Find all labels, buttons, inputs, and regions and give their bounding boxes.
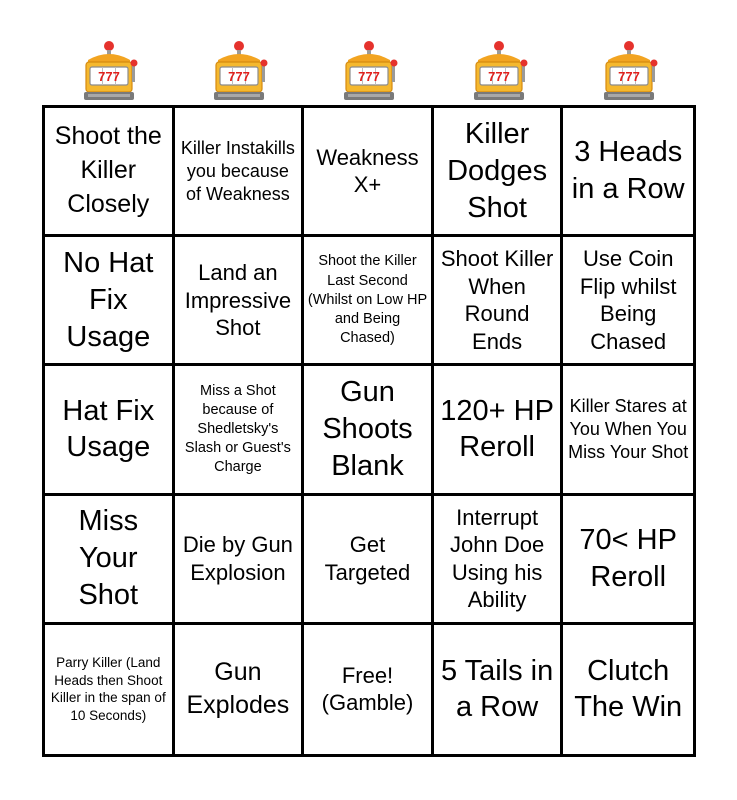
bingo-cell[interactable]: Shoot the Killer Last Second (Whilst on Low HP and Being Chased): [304, 237, 434, 366]
header-column-5: [564, 38, 694, 104]
slot-machine-icon: [210, 40, 268, 102]
board-header: [44, 38, 694, 104]
bingo-cell[interactable]: Gun Shoots Blank: [304, 366, 434, 495]
bingo-cell[interactable]: Parry Killer (Land Heads then Shoot Killer in the span of 10 Seconds): [45, 625, 175, 754]
header-column-1: [44, 38, 174, 104]
bingo-board: [42, 105, 696, 757]
bingo-cell[interactable]: 120+ HP Reroll: [434, 366, 564, 495]
bingo-cell[interactable]: Land an Impressive Shot: [175, 237, 305, 366]
header-column-2: [174, 38, 304, 104]
bingo-cell[interactable]: Use Coin Flip whilst Being Chased: [563, 237, 693, 366]
bingo-cell[interactable]: Shoot the Killer Closely: [45, 108, 175, 237]
bingo-cell[interactable]: Weakness X+: [304, 108, 434, 237]
header-column-3: [304, 38, 434, 104]
bingo-cell[interactable]: Hat Fix Usage: [45, 366, 175, 495]
bingo-cell[interactable]: Interrupt John Doe Using his Ability: [434, 496, 564, 625]
bingo-cell[interactable]: 3 Heads in a Row: [563, 108, 693, 237]
bingo-cell[interactable]: Killer Dodges Shot: [434, 108, 564, 237]
bingo-cell[interactable]: Miss Your Shot: [45, 496, 175, 625]
bingo-cell[interactable]: 70< HP Reroll: [563, 496, 693, 625]
bingo-cell[interactable]: Clutch The Win: [574, 654, 683, 724]
bingo-cell[interactable]: Killer Instakills you because of Weakness: [175, 108, 305, 237]
svg-text:777: 777: [488, 69, 510, 84]
bingo-cell-free[interactable]: Free! (Gamble): [304, 625, 434, 754]
svg-text:777: 777: [358, 69, 380, 84]
slot-machine-icon: [340, 40, 398, 102]
slot-machine-icon: [80, 40, 138, 102]
svg-text:777: 777: [618, 69, 640, 84]
bingo-cell[interactable]: Shoot Killer When Round Ends: [434, 237, 564, 366]
svg-text:777: 777: [98, 69, 120, 84]
svg-text:777: 777: [228, 69, 250, 84]
slot-machine-icon: [470, 40, 528, 102]
bingo-cell[interactable]: Gun Explodes: [175, 625, 305, 754]
bingo-cell[interactable]: Miss a Shot because of Shedletsky's Slash or Guest's Charge: [175, 366, 305, 495]
header-column-4: [434, 38, 564, 104]
bingo-cell[interactable]: Get Targeted: [304, 496, 434, 625]
bingo-cell[interactable]: Die by Gun Explosion: [175, 496, 305, 625]
bingo-cell[interactable]: No Hat Fix Usage: [45, 237, 175, 366]
slot-machine-icon: [600, 40, 658, 102]
bingo-cell[interactable]: Killer Stares at You When You Miss Your Shot: [563, 366, 693, 495]
bingo-cell[interactable]: 5 Tails in a Row: [434, 625, 564, 754]
